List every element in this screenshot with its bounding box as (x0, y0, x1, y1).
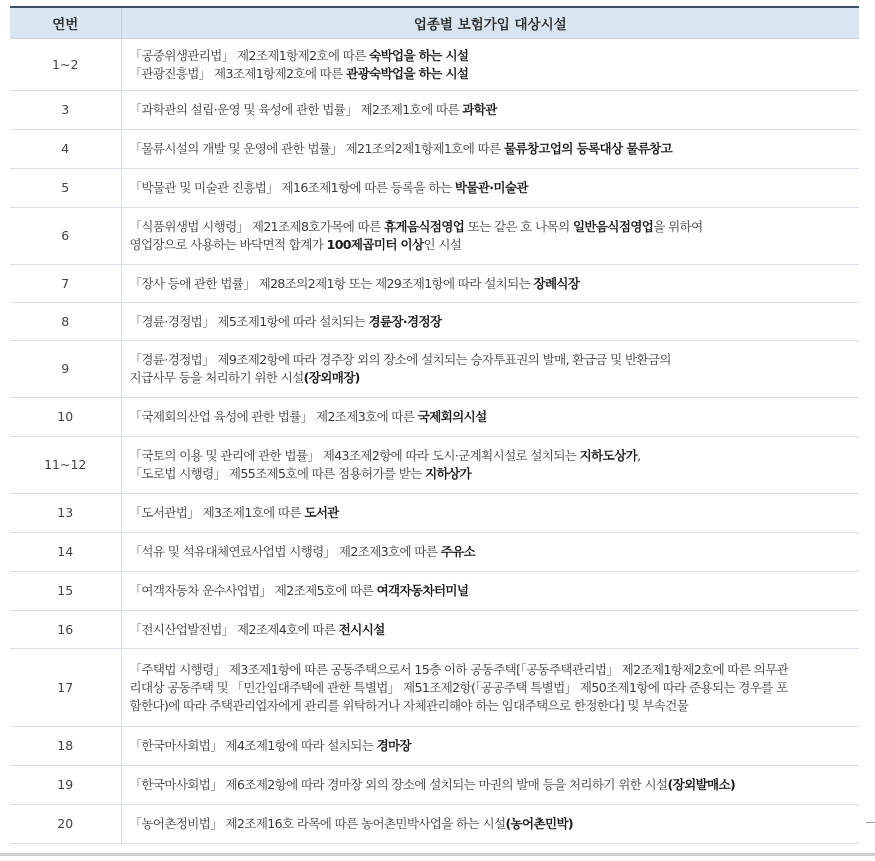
description-text: 「도서관법」 제3조제1호에 따른 (129, 505, 305, 520)
description-line (130, 465, 852, 483)
description-text: 「경륜·경정법」 제5조제1항에 따라 설치되는 (129, 313, 369, 329)
description-line (130, 737, 852, 755)
facility-name-highlight: 지하도상가 (579, 448, 638, 463)
table-row (10, 130, 859, 169)
description-line (130, 236, 852, 254)
table-row (10, 805, 859, 844)
table-row (10, 494, 859, 533)
row-serial-number: 8 (10, 303, 121, 341)
facility-name-highlight: 숙박업을 하는 시설 (369, 47, 469, 63)
description-line (130, 408, 852, 426)
facility-name-highlight: (장외발매소) (667, 777, 736, 792)
description-text: 「국토의 이용 및 관리에 관한 법률」 제43조제2항에 따라 도시·군계획시설로 설치되는 (129, 448, 580, 463)
description-line (130, 218, 852, 236)
table-row (10, 437, 859, 494)
table-row (10, 303, 859, 341)
facility-name-highlight: 장례식장 (533, 275, 580, 291)
description-line (130, 179, 852, 197)
row-serial-number: 11~12 (10, 437, 121, 494)
table-row (10, 398, 859, 437)
table-body (10, 39, 859, 844)
description-text: 「경륜·경정법」 제9조제2항에 따라 경주장 외의 장소에 설치되는 승자투표권의 발매, 환급금 및 반환금의 (129, 352, 671, 367)
description-text: 「식품위생법 시행령」 제21조제8호가목에 따른 (129, 219, 384, 234)
row-serial-number: 16 (10, 611, 121, 649)
description-text: 「석유 및 석유대체연료사업법 시행령」 제2조제3호에 따른 (129, 544, 441, 559)
description-line (130, 504, 852, 522)
description-text: 「관광진흥법」 제3조제1항제2호에 따른 (129, 65, 347, 81)
table-row (10, 766, 859, 805)
facility-table-container (10, 6, 859, 844)
row-serial-number: 18 (10, 727, 121, 766)
description-text: 「공중위생관리법」 제2조제1항제2호에 따른 (129, 47, 370, 63)
row-serial-number: 9 (10, 341, 121, 398)
row-serial-number: 14 (10, 533, 121, 572)
row-facility-description (121, 303, 859, 341)
description-text: 「장사 등에 관한 법률」 제28조의2제1항 또는 제29조제1항에 따라 설치되는 (129, 275, 534, 291)
description-text: 인 시설 (423, 237, 462, 252)
description-line (130, 351, 852, 369)
row-serial-number: 13 (10, 494, 121, 533)
facility-name-highlight: 일반음식점영업 (572, 219, 654, 234)
row-serial-number: 1~2 (10, 39, 121, 91)
description-line (130, 140, 852, 158)
facility-name-highlight: 도서관 (304, 505, 339, 520)
facility-name-highlight: 박물관·미술관 (454, 180, 528, 195)
table-row (10, 91, 859, 130)
table-row (10, 727, 859, 766)
table-row (10, 533, 859, 572)
description-text: 지급사무 등을 처리하기 위한 시설 (129, 370, 304, 385)
row-facility-description (121, 805, 859, 844)
row-facility-description (121, 208, 859, 265)
table-row (10, 341, 859, 398)
description-text: 「주택법 시행령」 제3조제1항에 따른 공동주택으로서 15층 이하 공동주택[「공동주택관리법」 제2조제1항제2호에 따른 의무관 (129, 661, 789, 677)
row-facility-description (121, 533, 859, 572)
description-line (130, 621, 852, 639)
row-facility-description (121, 265, 859, 303)
table-row (10, 169, 859, 208)
edge-tick-mark (866, 822, 875, 823)
table-row (10, 611, 859, 649)
description-text: 리대상 공동주택 및 「민간임대주택에 관한 특별법」 제51조제2항(「공공주택 특별법」 제50조제1항에 따라 준용되는 경우를 포 (129, 679, 788, 695)
description-text: 「과학관의 설립·운영 및 육성에 관한 법률」 제2조제1호에 따른 (129, 102, 463, 117)
facility-name-highlight: 전시시설 (338, 621, 385, 637)
facility-name-highlight: 100제곱미터 이상 (326, 237, 424, 252)
row-facility-description (121, 130, 859, 169)
table-row (10, 572, 859, 611)
facility-name-highlight: 과학관 (462, 102, 497, 117)
facility-name-highlight: 경륜장·경정장 (368, 313, 442, 329)
description-line (130, 275, 852, 293)
description-text: 「국제회의산업 육성에 관한 법률」 제2조제3호에 따른 (129, 409, 418, 424)
row-facility-description (121, 169, 859, 208)
description-line (130, 582, 852, 600)
facility-name-highlight: 주유소 (440, 544, 476, 559)
facility-name-highlight: 여객자동차터미널 (376, 583, 469, 598)
row-serial-number: 15 (10, 572, 121, 611)
row-facility-description (121, 572, 859, 611)
description-text: 「농어촌정비법」 제2조제16호 라목에 따른 농어촌민박사업을 하는 시설 (129, 816, 506, 831)
header-facility-type: 업종별 보험가입 대상시설 (121, 7, 859, 39)
description-text: 「한국마사회법」 제6조제2항에 따라 경마장 외의 장소에 설치되는 마권의 발매 등을 처리하기 위한 시설 (129, 777, 668, 792)
table-row (10, 39, 859, 91)
table-row (10, 649, 859, 727)
description-line (130, 447, 852, 465)
description-text: , (637, 448, 641, 463)
description-line (130, 101, 852, 119)
row-facility-description (121, 341, 859, 398)
page-bottom-divider (0, 853, 875, 856)
row-serial-number: 5 (10, 169, 121, 208)
facility-name-highlight: 휴게음식점영업 (383, 219, 465, 234)
row-facility-description (121, 437, 859, 494)
facility-name-highlight: 관광숙박업을 하는 시설 (346, 65, 469, 81)
description-text: 영업장으로 사용하는 바닥면적 합계가 (129, 237, 327, 252)
description-text: 함한다)에 따라 주택관리업자에게 관리를 위탁하거나 자체관리해야 하는 임대주택으로 한정한다] 및 부속건물 (129, 697, 689, 713)
table-row (10, 265, 859, 303)
row-serial-number: 19 (10, 766, 121, 805)
facility-name-highlight: (장외매장) (303, 370, 360, 385)
row-serial-number: 20 (10, 805, 121, 844)
row-facility-description (121, 611, 859, 649)
table-row (10, 208, 859, 265)
description-line (130, 543, 852, 561)
facility-name-highlight: 지하상가 (425, 466, 472, 481)
row-serial-number: 3 (10, 91, 121, 130)
header-serial-number: 연번 (10, 7, 121, 39)
description-text: 또는 같은 호 나목의 (464, 219, 573, 234)
description-line (130, 815, 852, 833)
description-line (130, 661, 852, 679)
description-line (130, 47, 852, 65)
insurance-facility-table (10, 6, 859, 844)
description-text: 「여객자동차 운수사업법」 제2조제5호에 따른 (129, 583, 377, 598)
row-facility-description (121, 727, 859, 766)
row-serial-number: 10 (10, 398, 121, 437)
description-text: 「물류시설의 개발 및 운영에 관한 법률」 제21조의2제1항제1호에 따른 (129, 141, 504, 156)
row-facility-description (121, 494, 859, 533)
description-line (130, 776, 852, 794)
description-text: 「한국마사회법」 제4조제1항에 따라 설치되는 (129, 738, 377, 753)
description-text: 「전시산업발전법」 제2조제4호에 따른 (129, 621, 339, 637)
row-facility-description (121, 766, 859, 805)
table-header-row (10, 7, 859, 39)
row-serial-number: 6 (10, 208, 121, 265)
row-facility-description (121, 91, 859, 130)
row-serial-number: 17 (10, 649, 121, 727)
description-line (130, 697, 852, 715)
facility-name-highlight: 경마장 (376, 738, 412, 753)
description-line (130, 369, 852, 387)
facility-name-highlight: (농어촌민박) (505, 816, 574, 831)
row-serial-number: 4 (10, 130, 121, 169)
facility-name-highlight: 물류창고업의 등록대상 물류창고 (503, 141, 673, 156)
description-text: 을 위하여 (653, 219, 703, 234)
row-serial-number: 7 (10, 265, 121, 303)
description-text: 「도로법 시행령」 제55조제5호에 따른 점용허가를 받는 (129, 466, 426, 481)
description-line (130, 313, 852, 331)
row-facility-description (121, 39, 859, 91)
row-facility-description (121, 649, 859, 727)
row-facility-description (121, 398, 859, 437)
description-line (130, 65, 852, 83)
facility-name-highlight: 국제회의시설 (417, 409, 487, 424)
description-text: 「박물관 및 미술관 진흥법」 제16조제1항에 따른 등록을 하는 (129, 180, 455, 195)
description-line (130, 679, 852, 697)
